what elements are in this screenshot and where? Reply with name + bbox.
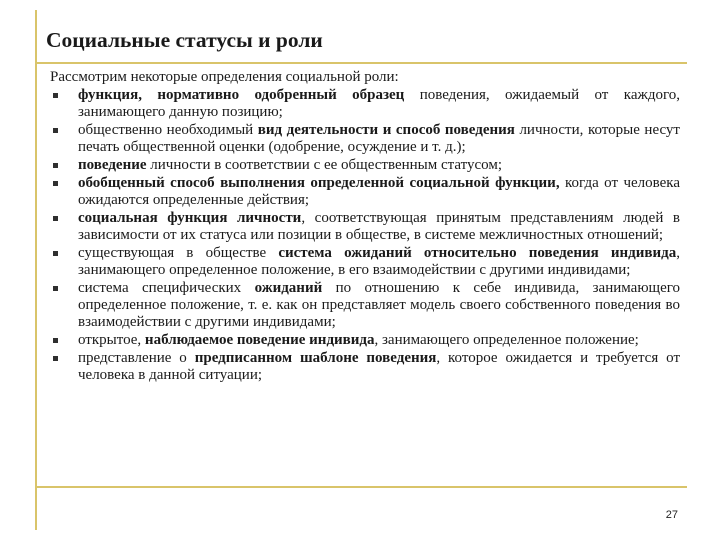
plain-text: система специфических [78,280,255,296]
accent-vertical-line [35,10,37,530]
plain-text: когда от человека ожидаются определенные действия; [78,175,681,208]
list-item [50,332,680,349]
square-bullet-icon [53,356,58,361]
list-item-text [78,245,680,279]
square-bullet-icon [53,216,58,221]
plain-text: , занимающего определенное положение; [374,332,639,348]
title-divider-line [35,62,687,64]
plain-text: по отношению к себе индивида, занимающего определенное положение, т. е. как он представляет модель своего собственного поведения во взаимодействии с другими индивидами; [78,280,681,330]
plain-text: общественно необходимый [78,122,258,138]
plain-text: , занимающего определенное положение, в его взаимодействии с другими индивидами; [78,245,680,278]
list-item-text [78,122,680,156]
list-item [50,350,680,384]
square-bullet-icon [53,338,58,343]
list-item [50,175,680,209]
plain-text: , которое ожидается и требуется от человека в данной ситуации; [78,350,680,383]
plain-text: личности, которые несут печать общественной оценки (одобрение, осуждение и т. д.); [78,122,680,155]
definitions-list [50,87,680,384]
emphasized-text: функция, нормативно одобренный образец [78,87,405,103]
bottom-divider-line [35,486,687,488]
list-item-text [78,332,680,349]
list-item [50,245,680,279]
list-item-text [78,210,680,244]
slide-title: Социальные статусы и роли [46,28,323,52]
plain-text: представление о [78,350,195,366]
list-item [50,157,680,174]
emphasized-text: ожиданий [254,280,323,296]
slide-content [50,69,680,384]
list-item-text [78,280,680,331]
list-item-text [78,175,680,209]
list-item [50,122,680,156]
plain-text: личности в соответствии с ее общественным статусом; [146,157,503,173]
list-item-text [78,350,680,384]
emphasized-text: социальная функция личности [78,210,302,226]
emphasized-text: вид деятельности и способ поведения [257,122,515,138]
plain-text: поведения, ожидаемый от каждого, занимающего данную позицию; [78,87,680,120]
square-bullet-icon [53,93,58,98]
emphasized-text: система ожиданий относительно поведения индивида [278,245,677,261]
square-bullet-icon [53,286,58,291]
square-bullet-icon [53,251,58,256]
list-item [50,280,680,331]
emphasized-text: наблюдаемое поведение индивида [144,332,375,348]
square-bullet-icon [53,163,58,168]
emphasized-text: поведение [78,157,147,173]
plain-text: открытое, [78,332,145,348]
list-item [50,210,680,244]
square-bullet-icon [53,128,58,133]
intro-text: Рассмотрим некоторые определения социальной роли: [50,69,399,85]
list-item [50,87,680,121]
emphasized-text: предписанном шаблоне поведения [194,350,437,366]
page-number: 27 [665,509,678,521]
plain-text: , соответствующая принятым представлениям людей в зависимости от их статуса или позиции в обществе, в системе межличностных отношений; [78,210,681,243]
square-bullet-icon [53,181,58,186]
list-item-text [78,157,680,174]
emphasized-text: обобщенный способ выполнения определенной социальной функции, [78,175,560,191]
list-item-text [78,87,680,121]
plain-text: существующая в обществе [78,245,279,261]
